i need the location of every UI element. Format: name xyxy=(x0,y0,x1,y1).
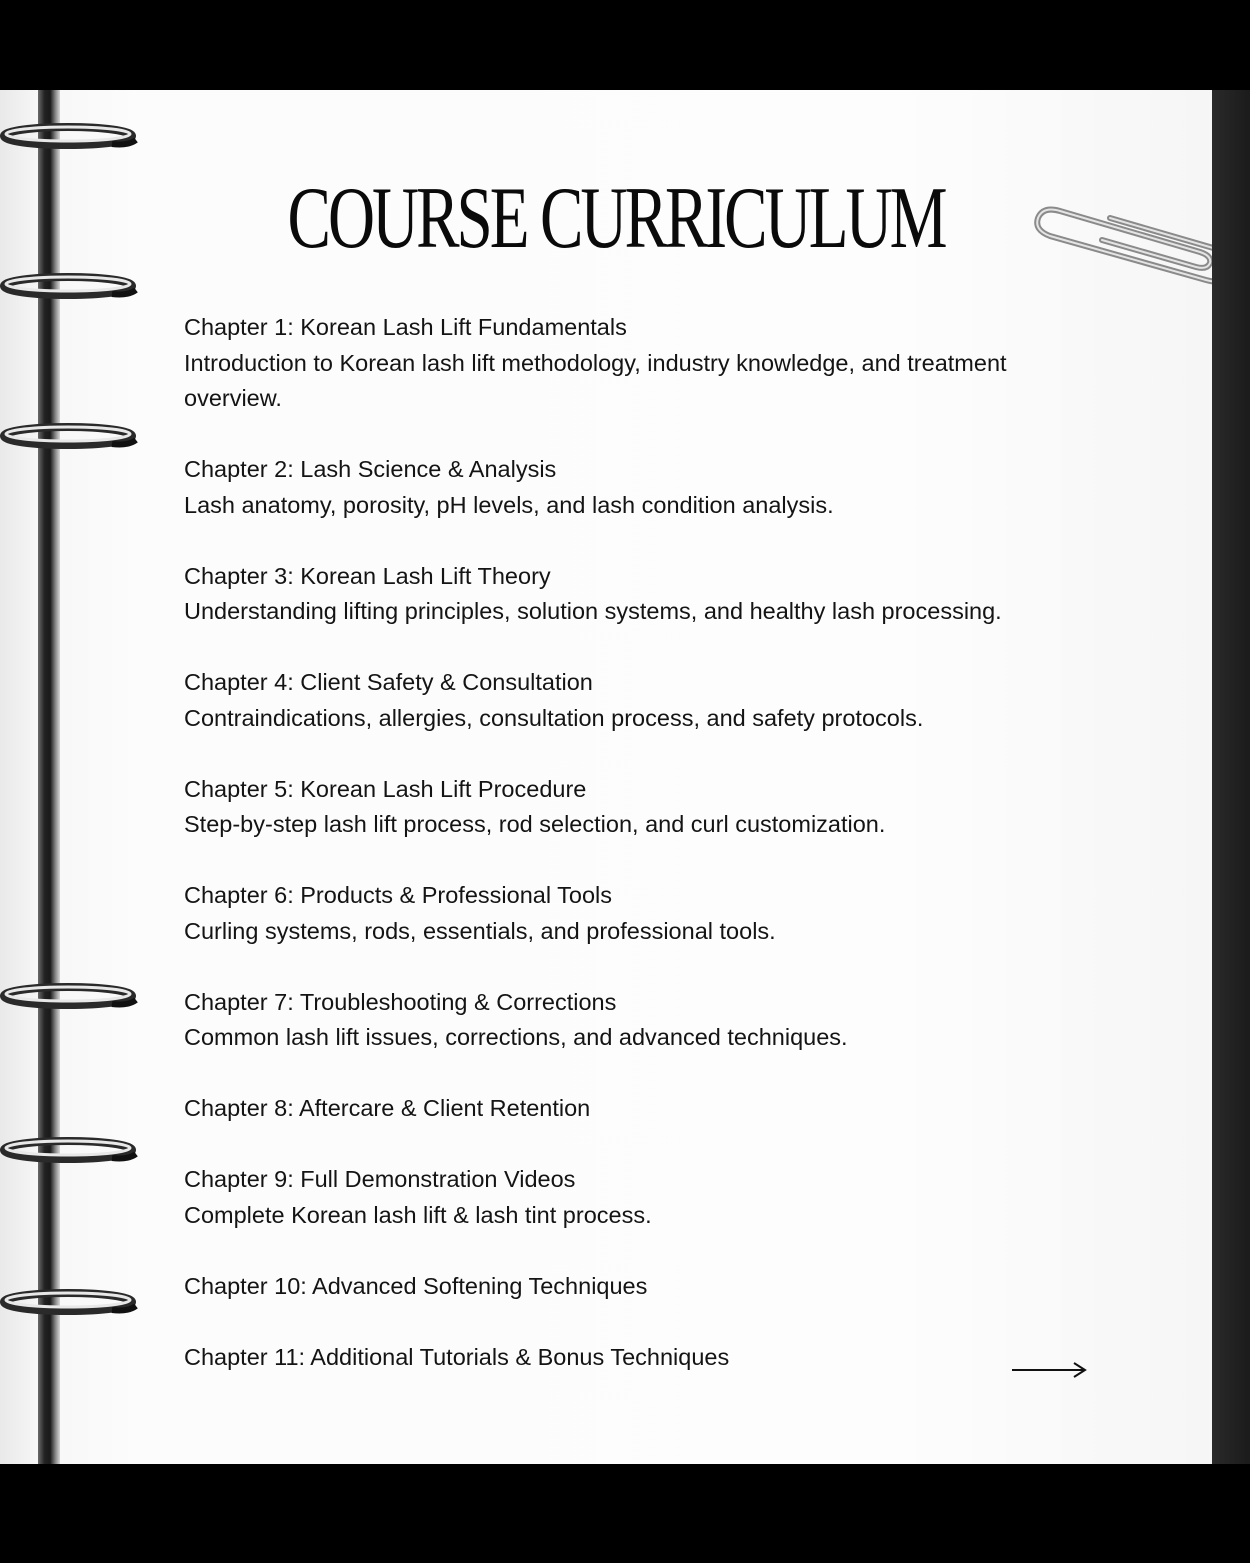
chapter-description: Curling systems, rods, essentials, and professional tools. xyxy=(184,917,776,944)
binder-ring-icon xyxy=(0,1288,150,1318)
chapter-title: Chapter 9: Full Demonstration Videos xyxy=(184,1166,576,1192)
chapter-item xyxy=(184,1162,1084,1233)
binder-ring-icon xyxy=(0,422,150,452)
chapter-description: Lash anatomy, porosity, pH levels, and lash condition analysis. xyxy=(184,491,834,518)
notebook-page xyxy=(0,90,1212,1464)
chapter-title: Chapter 1: Korean Lash Lift Fundamentals xyxy=(184,314,627,340)
chapter-title: Chapter 2: Lash Science & Analysis xyxy=(184,456,557,482)
chapter-item xyxy=(184,1340,1084,1376)
chapter-item xyxy=(184,665,1084,736)
chapter-item xyxy=(184,559,1084,630)
chapter-item xyxy=(184,452,1084,523)
chapter-title: Chapter 10: Advanced Softening Techniques xyxy=(184,1272,648,1299)
chapter-title: Chapter 5: Korean Lash Lift Procedure xyxy=(184,775,587,802)
chapter-item xyxy=(184,310,1084,417)
chapter-description: Introduction to Korean lash lift methodology, industry knowledge, and treatment overview. xyxy=(184,349,1007,411)
chapter-title: Chapter 8: Aftercare & Client Retention xyxy=(184,1095,591,1121)
binder-ring-icon xyxy=(0,1136,150,1166)
arrow-right-icon[interactable] xyxy=(1010,1358,1090,1382)
chapter-title: Chapter 11: Additional Tutorials & Bonus Techniques xyxy=(184,1343,730,1370)
chapter-description: Understanding lifting principles, solution systems, and healthy lash processing. xyxy=(184,598,1002,624)
chapter-list xyxy=(184,310,1084,1411)
chapter-item xyxy=(184,1269,1084,1305)
chapter-title: Chapter 4: Client Safety & Consultation xyxy=(184,669,593,695)
chapter-item xyxy=(184,772,1084,843)
chapter-title: Chapter 3: Korean Lash Lift Theory xyxy=(184,562,551,589)
chapter-description: Complete Korean lash lift & lash tint process. xyxy=(184,1201,652,1228)
paperclip-icon xyxy=(1030,200,1212,290)
chapter-description: Contraindications, allergies, consultation process, and safety protocols. xyxy=(184,704,924,731)
binder-ring-icon xyxy=(0,122,150,152)
chapter-title: Chapter 7: Troubleshooting & Corrections xyxy=(184,988,617,1015)
chapter-description: Step-by-step lash lift process, rod selection, and curl customization. xyxy=(184,811,886,837)
binder-ring-icon xyxy=(0,272,150,302)
page-title: COURSE CURRICULUM xyxy=(287,170,945,267)
binder-ring-icon xyxy=(0,982,150,1012)
chapter-description: Common lash lift issues, corrections, and advanced techniques. xyxy=(184,1024,848,1050)
chapter-item xyxy=(184,985,1084,1056)
chapter-title: Chapter 6: Products & Professional Tools xyxy=(184,882,613,908)
chapter-item xyxy=(184,1091,1084,1127)
chapter-item xyxy=(184,878,1084,949)
page-edge-shadow xyxy=(1212,90,1250,1464)
